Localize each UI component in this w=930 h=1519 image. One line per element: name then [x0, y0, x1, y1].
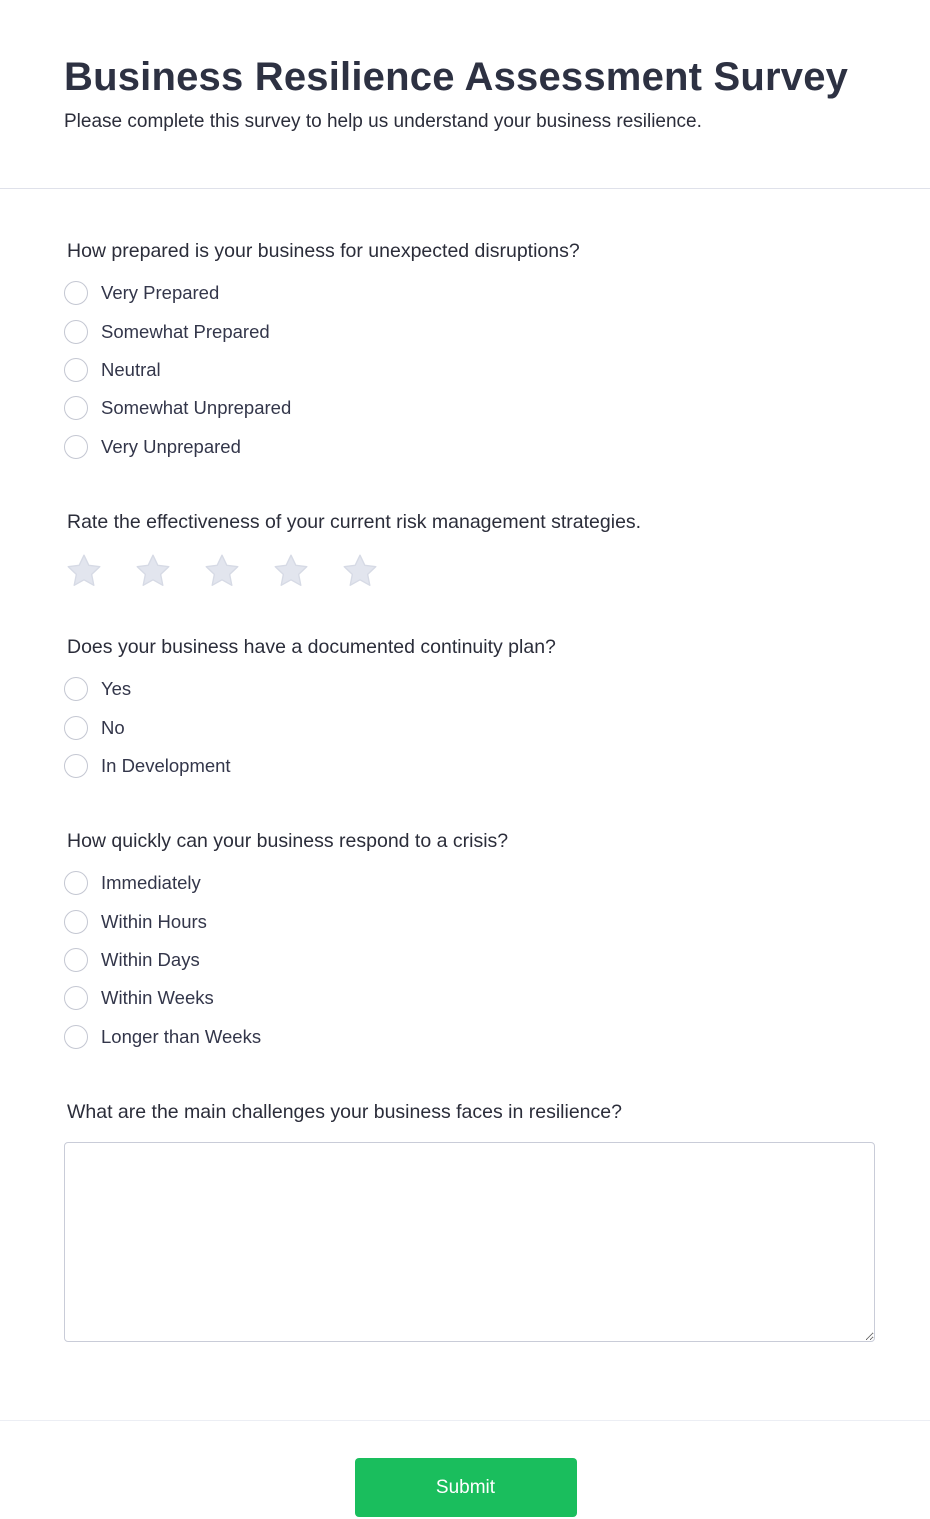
radio-button[interactable] [64, 677, 88, 701]
challenges-textarea[interactable] [64, 1142, 875, 1342]
option-label: No [101, 716, 125, 738]
radio-button[interactable] [64, 281, 88, 305]
radio-button[interactable] [64, 948, 88, 972]
option-label: Neutral [101, 358, 161, 380]
radio-option[interactable] [64, 389, 875, 427]
question-label: Rate the effectiveness of your current risk management strategies. [67, 510, 642, 533]
question-continuity-plan [64, 634, 875, 785]
radio-button[interactable] [64, 716, 88, 740]
survey-header [0, 0, 930, 189]
radio-option[interactable] [64, 274, 875, 312]
survey-body [0, 238, 930, 1421]
option-label: In Development [101, 754, 231, 776]
star-rating [64, 551, 875, 591]
submit-button[interactable]: Submit [355, 1458, 577, 1517]
radio-button[interactable] [64, 986, 88, 1010]
option-label: Very Prepared [101, 282, 220, 304]
radio-option[interactable] [64, 979, 875, 1017]
radio-option[interactable] [64, 312, 875, 350]
radio-option[interactable] [64, 903, 875, 941]
question-preparedness [64, 238, 875, 466]
radio-button[interactable] [64, 910, 88, 934]
radio-button[interactable] [64, 320, 88, 344]
option-label: Within Weeks [101, 987, 214, 1009]
option-label: Within Hours [101, 910, 207, 932]
star-icon[interactable] [133, 551, 173, 591]
radio-option[interactable] [64, 428, 875, 466]
star-icon[interactable] [340, 551, 380, 591]
radio-group [64, 274, 875, 466]
question-label: What are the main challenges your business faces in resilience? [67, 1101, 622, 1124]
radio-group [64, 864, 875, 1056]
radio-button[interactable] [64, 1025, 88, 1049]
option-label: Yes [101, 678, 132, 700]
question-challenges [64, 1099, 875, 1342]
question-crisis-response [64, 828, 875, 1056]
radio-button[interactable] [64, 435, 88, 459]
radio-group [64, 670, 875, 785]
radio-option[interactable] [64, 941, 875, 979]
radio-option[interactable] [64, 1018, 875, 1056]
star-icon[interactable] [202, 551, 242, 591]
option-label: Very Unprepared [101, 435, 241, 457]
survey-footer [0, 1421, 930, 1517]
star-icon[interactable] [271, 551, 311, 591]
radio-button[interactable] [64, 358, 88, 382]
option-label: Immediately [101, 872, 201, 894]
question-label: How quickly can your business respond to a crisis? [67, 830, 509, 853]
question-label: Does your business have a documented continuity plan? [67, 635, 556, 658]
option-label: Somewhat Unprepared [101, 397, 292, 419]
page-title: Business Resilience Assessment Survey [64, 55, 849, 99]
radio-option[interactable] [64, 864, 875, 902]
radio-button[interactable] [64, 754, 88, 778]
question-risk-rating [64, 509, 875, 591]
radio-button[interactable] [64, 396, 88, 420]
star-icon[interactable] [64, 551, 104, 591]
radio-option[interactable] [64, 351, 875, 389]
option-label: Longer than Weeks [101, 1025, 262, 1047]
question-label: How prepared is your business for unexpected disruptions? [67, 240, 580, 262]
page-subtitle: Please complete this survey to help us understand your business resilience. [64, 111, 702, 132]
option-label: Within Days [101, 949, 200, 971]
radio-option[interactable] [64, 670, 875, 708]
option-label: Somewhat Prepared [101, 320, 270, 342]
radio-option[interactable] [64, 747, 875, 785]
radio-option[interactable] [64, 708, 875, 746]
radio-button[interactable] [64, 871, 88, 895]
